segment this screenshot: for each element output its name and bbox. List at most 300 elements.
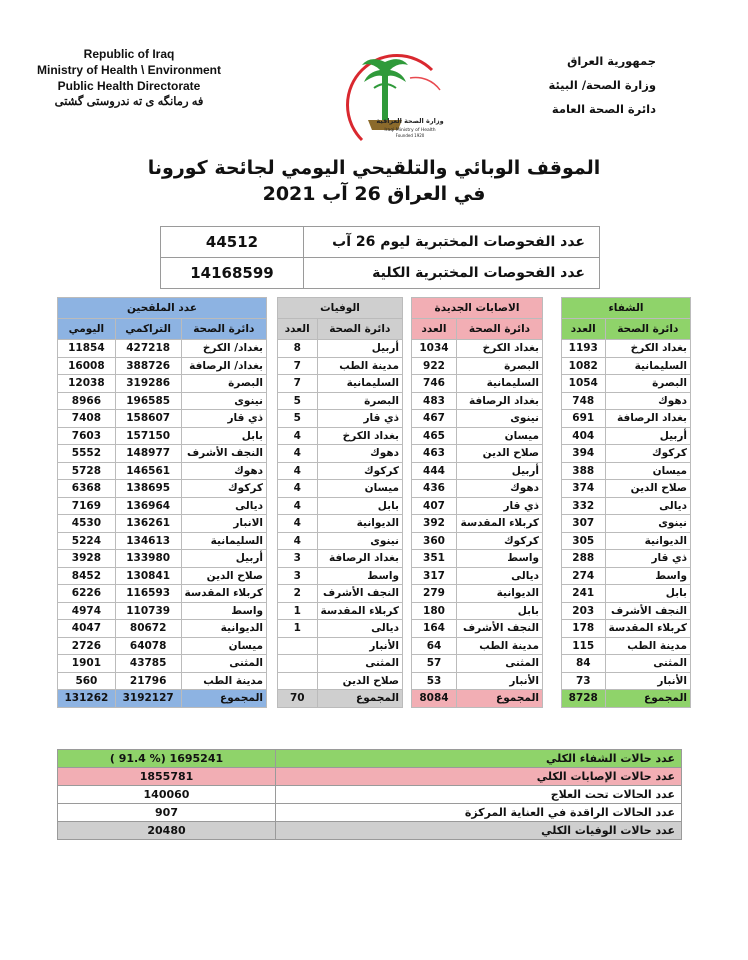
new-cases-count: 317 [412, 567, 457, 585]
vaccinated-header-row [58, 319, 267, 340]
recovered-directorate: كركوك [605, 445, 690, 463]
deaths-directorate: الأنبار [317, 637, 402, 655]
new-cases-row [412, 532, 543, 550]
deaths-row [278, 515, 403, 533]
deaths-count: 1 [278, 620, 318, 638]
header-ar-line: دائرة الصحة العامة [551, 102, 656, 116]
deaths-count [278, 655, 318, 673]
recovered-row [562, 375, 691, 393]
new-cases-count: 467 [412, 410, 457, 428]
recovered-title: الشفاء [562, 298, 691, 319]
recovered-row [562, 462, 691, 480]
recovered-count: 203 [562, 602, 606, 620]
vaccinated-cumulative: 136964 [115, 497, 181, 515]
recovered-row [562, 497, 691, 515]
vaccinated-col-daily: اليومي [58, 319, 116, 340]
recovered-count: 178 [562, 620, 606, 638]
vaccinated-row [58, 620, 267, 638]
vaccinated-cumulative: 158607 [115, 410, 181, 428]
total-tests-value: 14168599 [161, 258, 304, 289]
vaccinated-daily: 16008 [58, 357, 116, 375]
new-cases-col-directorate: دائرة الصحة [457, 319, 543, 340]
vaccinated-row [58, 462, 267, 480]
recovered-directorate: صلاح الدين [605, 480, 690, 498]
deaths-count: 7 [278, 375, 318, 393]
recovered-directorate: أربيل [605, 427, 690, 445]
deaths-directorate: بغداد الرصافة [317, 550, 402, 568]
new-cases-row [412, 672, 543, 690]
vaccinated-directorate: النجف الأشرف [181, 445, 266, 463]
vaccinated-directorate: مدينة الطب [181, 672, 266, 690]
summary-row [58, 786, 682, 804]
vaccinated-cumulative: 110739 [115, 602, 181, 620]
new-cases-directorate: البصرة [457, 357, 543, 375]
vaccinated-cumulative: 196585 [115, 392, 181, 410]
vaccinated-daily: 11854 [58, 340, 116, 358]
recovered-directorate: ذي قار [605, 550, 690, 568]
new-cases-title-row [412, 298, 543, 319]
vaccinated-cumulative: 133980 [115, 550, 181, 568]
vaccinated-cumulative: 64078 [115, 637, 181, 655]
recovered-directorate: مدينة الطب [605, 637, 690, 655]
new-cases-total-row [412, 690, 543, 708]
new-cases-count: 483 [412, 392, 457, 410]
header-en-line: فه رمانگه ى ته ندروستى گشتى [54, 96, 204, 108]
vaccinated-cumulative: 43785 [115, 655, 181, 673]
vaccinated-directorate: ذي قار [181, 410, 266, 428]
deaths-total-value: 70 [278, 690, 318, 708]
recovered-count: 84 [562, 655, 606, 673]
deaths-title: الوفيات [278, 298, 403, 319]
recovered-count: 1193 [562, 340, 606, 358]
lab-tests-row [161, 227, 600, 258]
new-cases-count: 53 [412, 672, 457, 690]
vaccinated-cumulative: 148977 [115, 445, 181, 463]
summary-label: عدد حالات الإصابات الكلي [276, 768, 682, 786]
vaccinated-row [58, 410, 267, 428]
recovered-row [562, 480, 691, 498]
deaths-row [278, 655, 403, 673]
recovered-row [562, 672, 691, 690]
vaccinated-daily: 8966 [58, 392, 116, 410]
new-cases-count: 164 [412, 620, 457, 638]
summary-value: ( 91.4 %) 1695241 [58, 750, 276, 768]
deaths-title-row [278, 298, 403, 319]
vaccinated-row [58, 497, 267, 515]
new-cases-directorate: بغداد الرصافة [457, 392, 543, 410]
vaccinated-row [58, 427, 267, 445]
vaccinated-daily: 4047 [58, 620, 116, 638]
vaccinated-daily: 1901 [58, 655, 116, 673]
vaccinated-daily: 7408 [58, 410, 116, 428]
deaths-row [278, 532, 403, 550]
new-cases-count: 392 [412, 515, 457, 533]
recovered-directorate: النجف الأشرف [605, 602, 690, 620]
deaths-count: 4 [278, 497, 318, 515]
deaths-total-row [278, 690, 403, 708]
recovered-count: 305 [562, 532, 606, 550]
vaccinated-daily: 4530 [58, 515, 116, 533]
vaccinated-directorate: الانبار [181, 515, 266, 533]
deaths-count: 4 [278, 480, 318, 498]
recovered-count: 332 [562, 497, 606, 515]
recovered-count: 73 [562, 672, 606, 690]
new-cases-row [412, 602, 543, 620]
deaths-directorate: البصرة [317, 392, 402, 410]
deaths-row [278, 567, 403, 585]
vaccinated-row [58, 375, 267, 393]
summary-value: 140060 [58, 786, 276, 804]
vaccinated-total-cumulative: 3192127 [115, 690, 181, 708]
new-cases-row [412, 567, 543, 585]
summary-label: عدد الحالات الراقدة في العناية المركزة [276, 804, 682, 822]
new-cases-row [412, 392, 543, 410]
ministry-logo [310, 40, 460, 150]
recovered-row [562, 550, 691, 568]
summary-label: عدد حالات الوفيات الكلي [276, 822, 682, 840]
vaccinated-total-daily: 131262 [58, 690, 116, 708]
vaccinated-directorate: واسط [181, 602, 266, 620]
recovered-count: 394 [562, 445, 606, 463]
title-line: في العراق 26 آب 2021 [262, 183, 486, 205]
new-cases-directorate: ذي قار [457, 497, 543, 515]
header-english [24, 46, 234, 110]
new-cases-row [412, 427, 543, 445]
recovered-col-directorate: دائرة الصحة [605, 319, 690, 340]
summary-row [58, 822, 682, 840]
new-cases-directorate: المثنى [457, 655, 543, 673]
vaccinated-cumulative: 80672 [115, 620, 181, 638]
new-cases-count: 444 [412, 462, 457, 480]
vaccinated-daily: 7169 [58, 497, 116, 515]
vaccinated-cumulative: 134613 [115, 532, 181, 550]
vaccinated-directorate: بغداد/ الكرخ [181, 340, 266, 358]
vaccinated-daily: 12038 [58, 375, 116, 393]
deaths-col-directorate: دائرة الصحة [317, 319, 402, 340]
deaths-directorate: ميسان [317, 480, 402, 498]
deaths-row [278, 637, 403, 655]
deaths-row [278, 497, 403, 515]
new-cases-directorate: الديوانية [457, 585, 543, 603]
vaccinated-row [58, 567, 267, 585]
recovered-count: 274 [562, 567, 606, 585]
summary-row [58, 750, 682, 768]
new-cases-row [412, 497, 543, 515]
vaccinated-directorate: بغداد/ الرصافة [181, 357, 266, 375]
vaccinated-col-cumulative: التراكمي [115, 319, 181, 340]
recovered-row [562, 602, 691, 620]
new-cases-row [412, 620, 543, 638]
recovered-row [562, 567, 691, 585]
deaths-directorate: النجف الأشرف [317, 585, 402, 603]
deaths-row [278, 620, 403, 638]
deaths-header-row [278, 319, 403, 340]
summary-value: 20480 [58, 822, 276, 840]
recovered-directorate: الأنبار [605, 672, 690, 690]
deaths-directorate: كربلاء المقدسة [317, 602, 402, 620]
deaths-row [278, 410, 403, 428]
recovered-total-label: المجموع [605, 690, 690, 708]
recovered-count: 307 [562, 515, 606, 533]
new-cases-directorate: بابل [457, 602, 543, 620]
header-ar-line: جمهورية العراق [567, 54, 656, 68]
deaths-count: 2 [278, 585, 318, 603]
new-cases-directorate: كركوك [457, 532, 543, 550]
vaccinated-cumulative: 157150 [115, 427, 181, 445]
new-cases-directorate: مدينة الطب [457, 637, 543, 655]
recovered-directorate: واسط [605, 567, 690, 585]
deaths-directorate: كركوك [317, 462, 402, 480]
recovered-row [562, 392, 691, 410]
deaths-directorate: السليمانية [317, 375, 402, 393]
recovered-directorate: ميسان [605, 462, 690, 480]
vaccinated-cumulative: 116593 [115, 585, 181, 603]
deaths-count: 4 [278, 427, 318, 445]
vaccinated-row [58, 655, 267, 673]
new-cases-count: 463 [412, 445, 457, 463]
new-cases-directorate: النجف الأشرف [457, 620, 543, 638]
recovered-directorate: بغداد الرصافة [605, 410, 690, 428]
vaccinated-title: عدد الملقحين [58, 298, 267, 319]
deaths-directorate: بابل [317, 497, 402, 515]
total-tests-label: عدد الفحوصات المختبرية الكلية [304, 258, 600, 289]
new-cases-total-label: المجموع [457, 690, 543, 708]
new-cases-directorate: دهوك [457, 480, 543, 498]
deaths-count: 3 [278, 567, 318, 585]
vaccinated-cumulative: 319286 [115, 375, 181, 393]
vaccinated-directorate: أربيل [181, 550, 266, 568]
vaccinated-row [58, 532, 267, 550]
new-cases-row [412, 462, 543, 480]
new-cases-directorate: واسط [457, 550, 543, 568]
header-ar-line: وزارة الصحة/ البيئة [548, 78, 656, 92]
recovered-directorate: الديوانية [605, 532, 690, 550]
new-cases-row [412, 585, 543, 603]
recovered-directorate: بابل [605, 585, 690, 603]
deaths-row [278, 392, 403, 410]
deaths-count: 8 [278, 340, 318, 358]
header-arabic [506, 49, 656, 121]
recovered-table [561, 297, 691, 708]
new-cases-row [412, 515, 543, 533]
new-cases-row [412, 637, 543, 655]
new-cases-row [412, 445, 543, 463]
new-cases-count: 436 [412, 480, 457, 498]
vaccinated-cumulative: 136261 [115, 515, 181, 533]
recovered-header-row [562, 319, 691, 340]
summary-row [58, 768, 682, 786]
logo-founded: Founded 1920 [395, 133, 425, 138]
deaths-directorate: نينوى [317, 532, 402, 550]
recovered-count: 1082 [562, 357, 606, 375]
title-line: الموقف الوبائي والتلقيحي اليومي لجائحة كورونا [147, 157, 601, 179]
deaths-directorate: ذي قار [317, 410, 402, 428]
deaths-count [278, 637, 318, 655]
new-cases-row [412, 550, 543, 568]
recovered-row [562, 427, 691, 445]
new-cases-row [412, 340, 543, 358]
new-cases-directorate: بغداد الكرخ [457, 340, 543, 358]
new-cases-directorate: ميسان [457, 427, 543, 445]
recovered-row [562, 585, 691, 603]
vaccinated-row [58, 515, 267, 533]
vaccinated-cumulative: 130841 [115, 567, 181, 585]
logo-text: وزارة الصحة العراقية [376, 117, 444, 125]
daily-tests-value: 44512 [161, 227, 304, 258]
recovered-row [562, 357, 691, 375]
new-cases-count: 407 [412, 497, 457, 515]
vaccinated-directorate: كربلاء المقدسة [181, 585, 266, 603]
recovered-directorate: ديالى [605, 497, 690, 515]
vaccinated-daily: 6368 [58, 480, 116, 498]
vaccinated-daily: 7603 [58, 427, 116, 445]
deaths-directorate: ديالى [317, 620, 402, 638]
new-cases-count: 746 [412, 375, 457, 393]
recovered-directorate: البصرة [605, 375, 690, 393]
vaccinated-directorate: كركوك [181, 480, 266, 498]
new-cases-directorate: أربيل [457, 462, 543, 480]
vaccinated-cumulative: 388726 [115, 357, 181, 375]
recovered-count: 241 [562, 585, 606, 603]
summary-label: عدد حالات الشفاء الكلي [276, 750, 682, 768]
new-cases-count: 1034 [412, 340, 457, 358]
deaths-row [278, 480, 403, 498]
recovered-directorate: المثنى [605, 655, 690, 673]
deaths-count: 4 [278, 515, 318, 533]
vaccinated-daily: 8452 [58, 567, 116, 585]
vaccinated-total-label: المجموع [181, 690, 266, 708]
new-cases-count: 180 [412, 602, 457, 620]
vaccinated-row [58, 357, 267, 375]
deaths-directorate: مدينة الطب [317, 357, 402, 375]
deaths-count: 5 [278, 410, 318, 428]
vaccinated-daily: 560 [58, 672, 116, 690]
deaths-directorate: صلاح الدين [317, 672, 402, 690]
vaccinated-directorate: السليمانية [181, 532, 266, 550]
deaths-directorate: دهوك [317, 445, 402, 463]
deaths-directorate: الديوانية [317, 515, 402, 533]
summary-value: 907 [58, 804, 276, 822]
recovered-count: 404 [562, 427, 606, 445]
new-cases-count: 64 [412, 637, 457, 655]
new-cases-row [412, 357, 543, 375]
new-cases-directorate: نينوى [457, 410, 543, 428]
vaccinated-row [58, 550, 267, 568]
recovered-directorate: دهوك [605, 392, 690, 410]
header-en-line: Ministry of Health \ Environment [36, 63, 222, 77]
header-en-line: Republic of Iraq [83, 47, 175, 61]
daily-tests-label: عدد الفحوصات المختبرية ليوم 26 آب [304, 227, 600, 258]
new-cases-directorate: صلاح الدين [457, 445, 543, 463]
recovered-count: 374 [562, 480, 606, 498]
vaccinated-directorate: بابل [181, 427, 266, 445]
recovered-directorate: نينوى [605, 515, 690, 533]
vaccinated-col-directorate: دائرة الصحة [181, 319, 266, 340]
vaccinated-directorate: دهوك [181, 462, 266, 480]
new-cases-total-value: 8084 [412, 690, 457, 708]
new-cases-directorate: الأنبار [457, 672, 543, 690]
new-cases-count: 360 [412, 532, 457, 550]
deaths-directorate: أربيل [317, 340, 402, 358]
deaths-row [278, 602, 403, 620]
deaths-count: 4 [278, 532, 318, 550]
new-cases-table [411, 297, 543, 708]
recovered-directorate: كربلاء المقدسة [605, 620, 690, 638]
deaths-row [278, 672, 403, 690]
deaths-count: 4 [278, 445, 318, 463]
deaths-row [278, 445, 403, 463]
recovered-count: 1054 [562, 375, 606, 393]
vaccinated-total-row [58, 690, 267, 708]
summary-row [58, 804, 682, 822]
recovered-count: 288 [562, 550, 606, 568]
summary-value: 1855781 [58, 768, 276, 786]
deaths-row [278, 462, 403, 480]
deaths-row [278, 585, 403, 603]
recovered-directorate: بغداد الكرخ [605, 340, 690, 358]
vaccinated-daily: 2726 [58, 637, 116, 655]
deaths-count: 3 [278, 550, 318, 568]
new-cases-row [412, 375, 543, 393]
vaccinated-row [58, 602, 267, 620]
vaccinated-directorate: البصرة [181, 375, 266, 393]
deaths-total-label: المجموع [317, 690, 402, 708]
recovered-row [562, 340, 691, 358]
recovered-row [562, 637, 691, 655]
new-cases-count: 57 [412, 655, 457, 673]
recovered-total-row [562, 690, 691, 708]
recovered-row [562, 620, 691, 638]
vaccinated-table [57, 297, 267, 708]
recovered-count: 388 [562, 462, 606, 480]
lab-tests-table [160, 226, 600, 289]
deaths-col-count: العدد [278, 319, 318, 340]
vaccinated-directorate: نينوى [181, 392, 266, 410]
new-cases-row [412, 410, 543, 428]
lab-tests-row [161, 258, 600, 289]
recovered-row [562, 655, 691, 673]
vaccinated-daily: 6226 [58, 585, 116, 603]
deaths-row [278, 427, 403, 445]
recovered-total-value: 8728 [562, 690, 606, 708]
recovered-row [562, 445, 691, 463]
vaccinated-directorate: ديالى [181, 497, 266, 515]
new-cases-directorate: كربلاء المقدسة [457, 515, 543, 533]
vaccinated-directorate: الديوانية [181, 620, 266, 638]
vaccinated-row [58, 480, 267, 498]
report-title [0, 155, 748, 207]
vaccinated-daily: 4974 [58, 602, 116, 620]
deaths-table [277, 297, 403, 708]
recovered-row [562, 410, 691, 428]
deaths-directorate: المثنى [317, 655, 402, 673]
deaths-row [278, 357, 403, 375]
vaccinated-row [58, 392, 267, 410]
vaccinated-cumulative: 146561 [115, 462, 181, 480]
vaccinated-daily: 3928 [58, 550, 116, 568]
recovered-col-count: العدد [562, 319, 606, 340]
new-cases-count: 351 [412, 550, 457, 568]
vaccinated-row [58, 340, 267, 358]
deaths-row [278, 550, 403, 568]
new-cases-col-count: العدد [412, 319, 457, 340]
vaccinated-title-row [58, 298, 267, 319]
recovered-title-row [562, 298, 691, 319]
deaths-count [278, 672, 318, 690]
recovered-row [562, 532, 691, 550]
new-cases-row [412, 655, 543, 673]
recovered-row [562, 515, 691, 533]
